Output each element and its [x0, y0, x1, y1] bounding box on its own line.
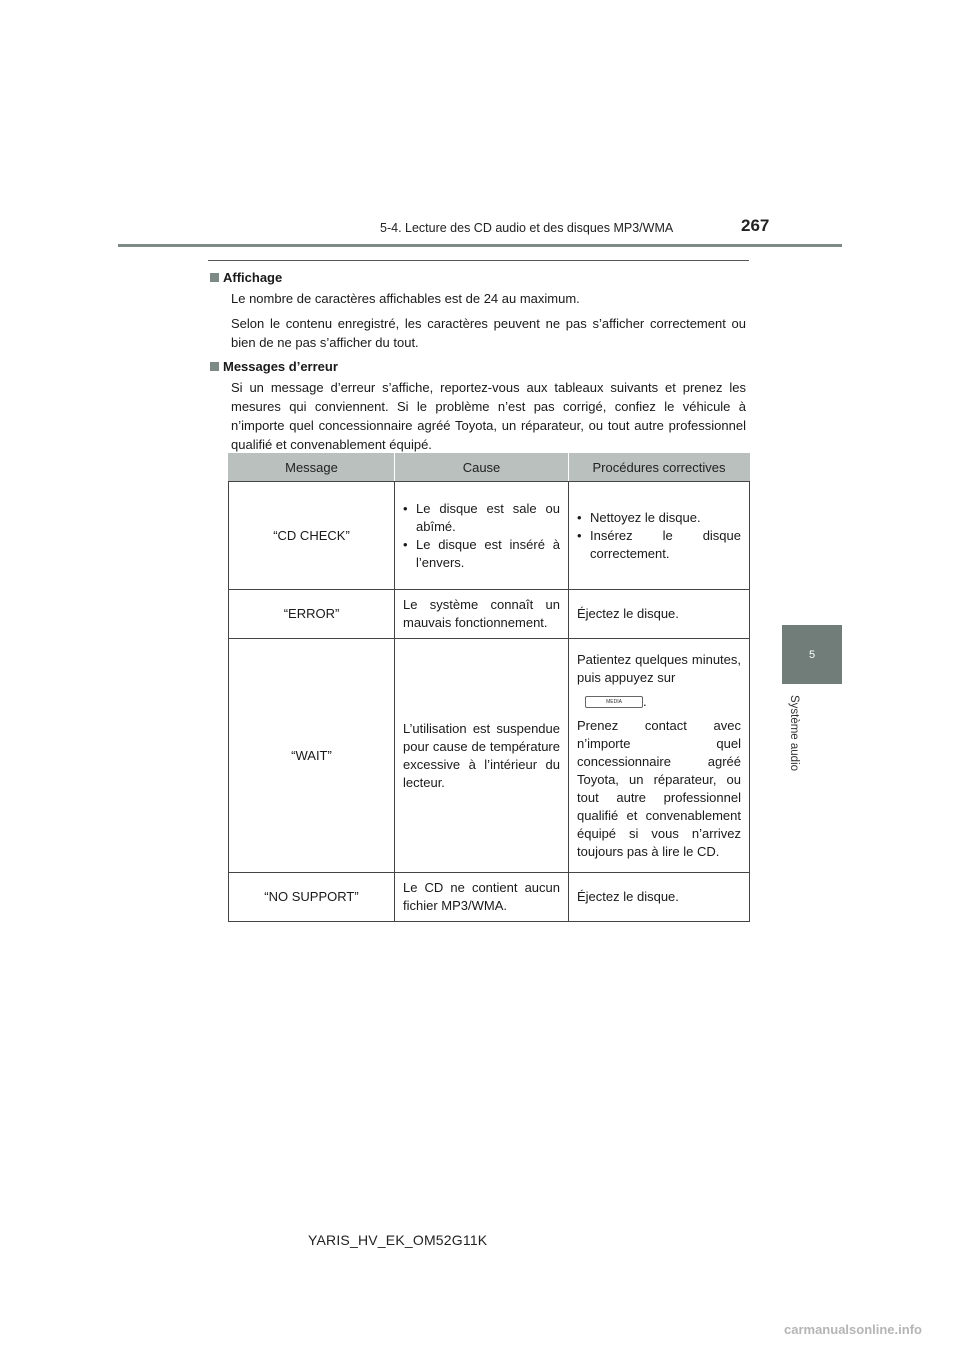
cell-cause: Le système connaît un mauvais fonctionnement. — [395, 590, 569, 639]
cell-message: “ERROR” — [229, 590, 395, 639]
media-button-icon: MEDIA — [585, 696, 643, 708]
list-item: • Insérez le disque correctement. — [577, 527, 741, 563]
chapter-tab[interactable] — [782, 625, 842, 684]
content — [210, 268, 746, 459]
chapter-label — [773, 688, 815, 778]
header-rule — [118, 244, 842, 247]
fix-button-line — [577, 693, 741, 711]
square-bullet-icon — [210, 273, 219, 282]
column-header-cause: Cause — [395, 454, 569, 482]
cell-message: “NO SUPPORT” — [229, 873, 395, 922]
section-title-text: Affichage — [223, 270, 283, 285]
cell-fix: Éjectez le disque. — [569, 873, 750, 922]
fix-period: . — [643, 693, 647, 709]
chapter-label-text: Système audio — [788, 694, 801, 772]
content-rule — [208, 260, 749, 261]
column-header-message: Message — [229, 454, 395, 482]
paragraph: Selon le contenu enregistré, les caractères peuvent ne pas s’afficher correctement ou bien de ne pas s’afficher du tout. — [231, 316, 746, 350]
cell-cause — [395, 482, 569, 590]
cell-fix — [569, 482, 750, 590]
table-header-row — [229, 454, 750, 482]
column-header-fix: Procédures correctives — [569, 454, 750, 482]
section-title — [210, 357, 746, 376]
square-bullet-icon — [210, 362, 219, 371]
section-messages — [210, 357, 746, 454]
cell-message: “WAIT” — [229, 639, 395, 873]
fix-paragraph: Prenez contact avec n’importe quel concessionnaire agréé Toyota, un réparateur, ou tout autre professionnel qualifié et convenablement équipé si vous n’arrivez toujours pas à lire le CD. — [577, 717, 741, 859]
header-title: 5-4. Lecture des CD audio et des disques MP3/WMA — [380, 221, 674, 235]
table-row — [229, 482, 750, 590]
table-row — [229, 590, 750, 639]
section-affichage — [210, 268, 746, 352]
list-item: • Nettoyez le disque. — [577, 509, 741, 527]
cell-cause: Le CD ne contient aucun fichier MP3/WMA. — [395, 873, 569, 922]
cell-cause: L’utilisation est suspendue pour cause de température excessive à l’intérieur du lecteur. — [395, 639, 569, 873]
cell-fix: Éjectez le disque. — [569, 590, 750, 639]
page-number: 267 — [741, 216, 770, 235]
table-row — [229, 639, 750, 873]
cell-fix — [569, 639, 750, 873]
fix-paragraph: Patientez quelques minutes, puis appuyez sur — [577, 651, 741, 685]
cell-message: “CD CHECK” — [229, 482, 395, 590]
list-item: • Le disque est sale ou abîmé. — [403, 500, 560, 536]
document-code: YARIS_HV_EK_OM52G11K — [308, 1232, 488, 1248]
chapter-number: 5 — [808, 648, 816, 661]
paragraph: Le nombre de caractères affichables est de 24 au maximum. — [231, 291, 580, 306]
watermark: carmanualsonline.info — [784, 1322, 922, 1337]
error-messages-table — [228, 453, 750, 922]
paragraph: Si un message d’erreur s’affiche, reportez-vous aux tableaux suivants et prenez les mesures qui conviennent. Si le problème n’est pas corrigé, confiez le véhicule à n’importe quel concessionnaire agréé Toyota, un réparateur, ou tout autre professionnel qualifié et convenablement équipé. — [231, 380, 746, 452]
list-item: • Le disque est inséré à l’envers. — [403, 536, 560, 572]
section-title — [210, 268, 746, 287]
table-row — [229, 873, 750, 922]
section-title-text: Messages d’erreur — [223, 359, 338, 374]
